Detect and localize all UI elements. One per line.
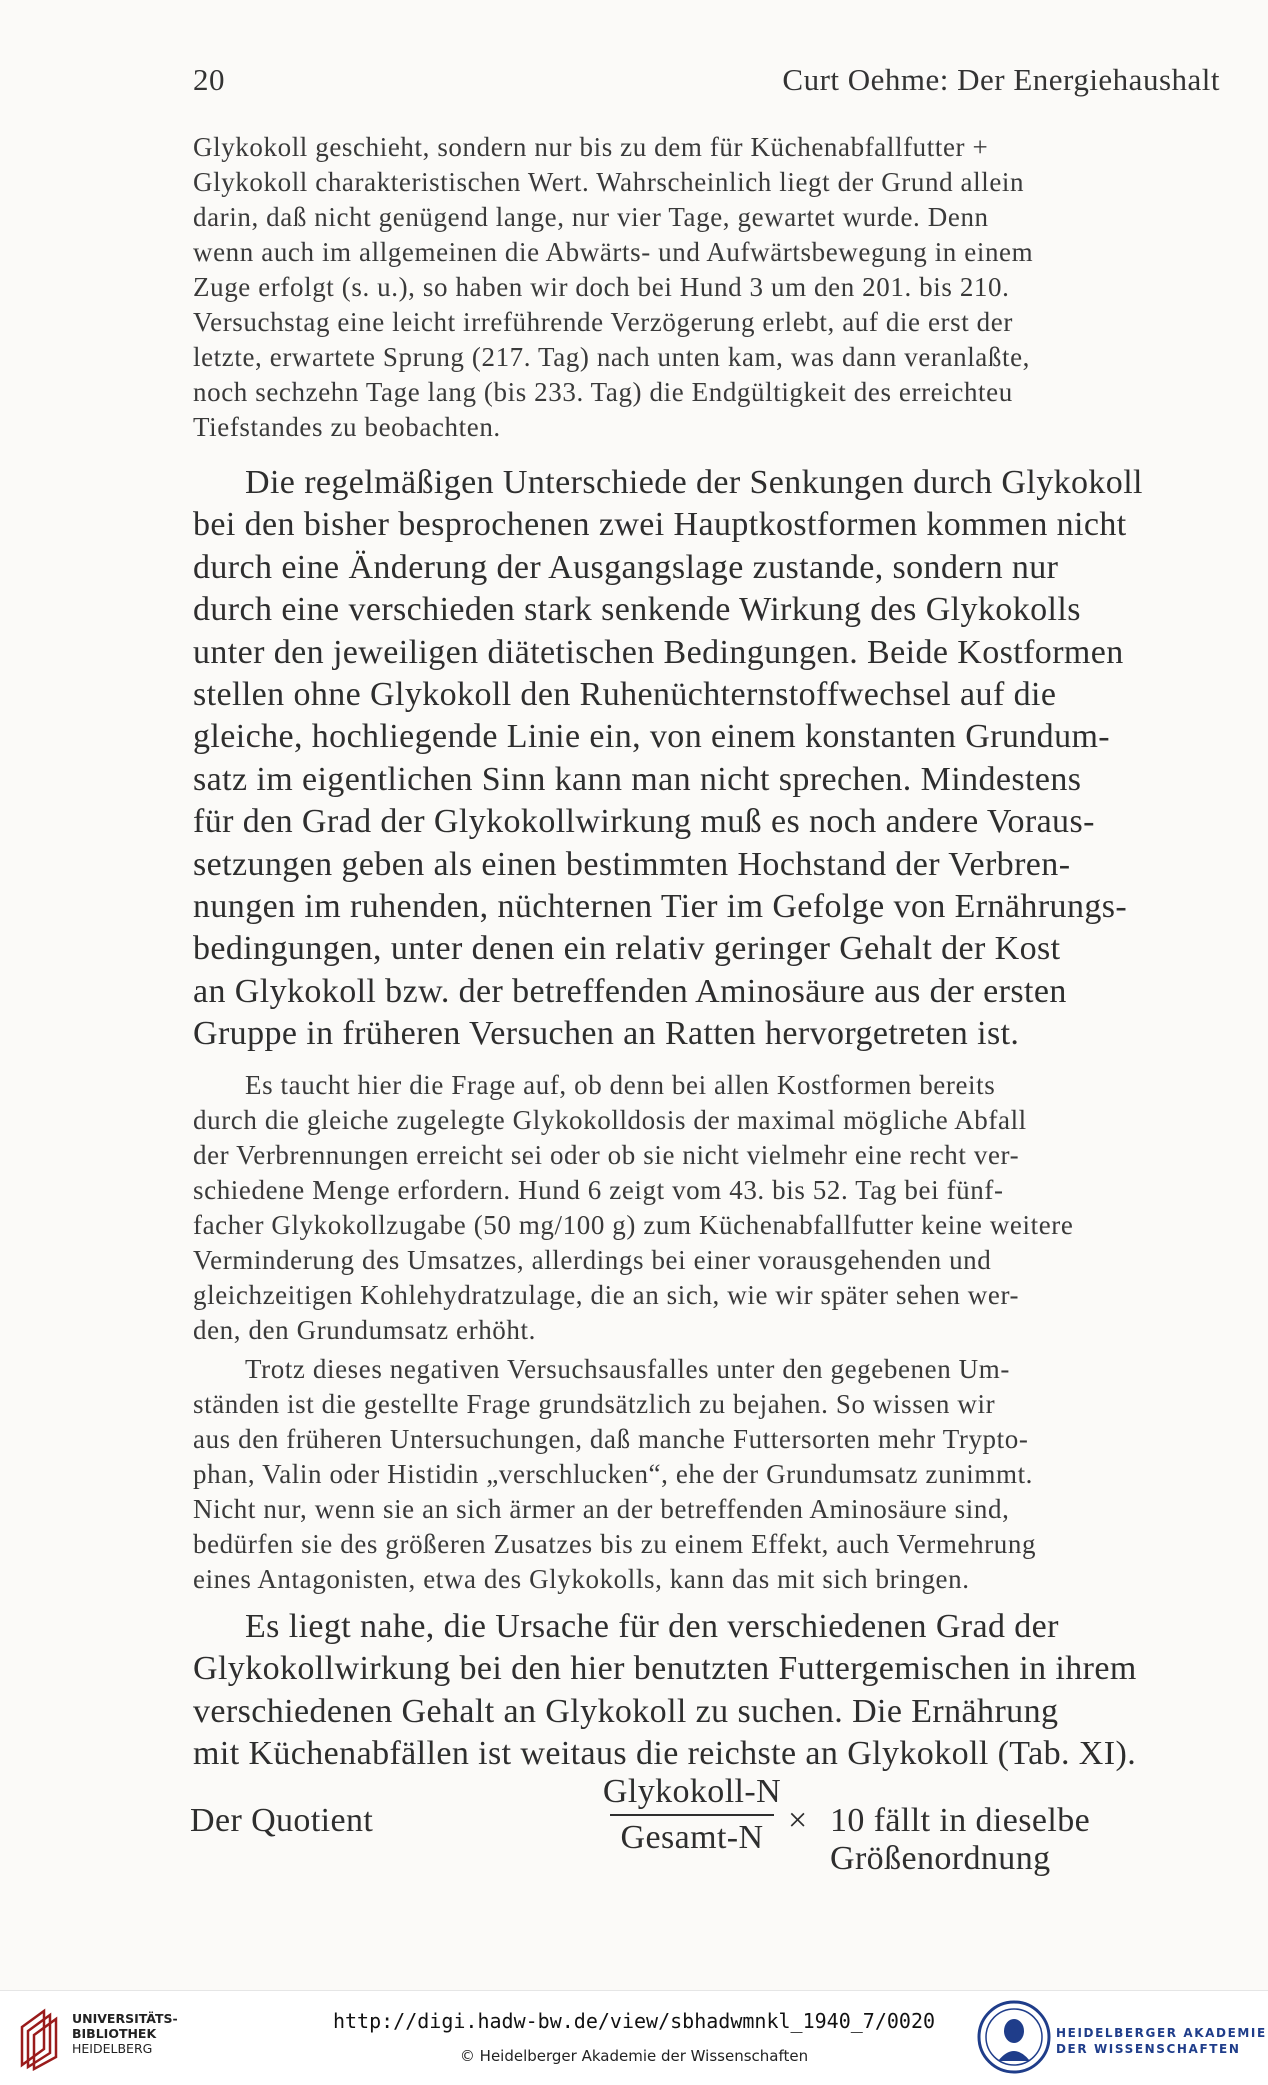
text-line: ständen ist die gestellte Frage grundsätzlich zu bejahen. So wissen wir [193,1389,996,1419]
text-line: durch eine verschieden stark senkende Wirkung des Glykokolls [193,591,1081,629]
formula-lead-text: Der Quotient [190,1802,374,1839]
fraction-numerator: Glykokoll-N [602,1773,782,1810]
viewer-footer [0,1990,1268,2085]
text-line: stellen ohne Glykokoll den Ruhenüchternstoffwechsel auf die [193,676,1057,714]
text-line: schiedene Menge erfordern. Hund 6 zeigt vom 43. bis 52. Tag bei fünf- [193,1175,1004,1205]
page-number: 20 [193,62,225,97]
text-line: unter den jeweiligen diätetischen Bedingungen. Beide Kostformen [193,633,1124,671]
text-line: darin, daß nicht genügend lange, nur vier Tage, gewartet wurde. Denn [193,202,989,232]
text-line: noch sechzehn Tage lang (bis 233. Tag) die Endgültigkeit des erreichteu [193,377,1013,407]
text-line: Glykokoll charakteristischen Wert. Wahrscheinlich liegt der Grund allein [193,167,1025,197]
text-line: Tiefstandes zu beobachten. [193,412,501,442]
text-line: durch die gleiche zugelegte Glykokolldosis der maximal mögliche Abfall [193,1105,1027,1135]
permalink-url[interactable]: http://digi.hadw-bw.de/view/sbhadwmnkl_1940_7/0020 [332,2009,936,2033]
text-line: bedürfen sie des größeren Zusatzes bis zu einem Effekt, auch Vermehrung [193,1529,1037,1559]
text-line: Nicht nur, wenn sie an sich ärmer an der betreffenden Aminosäure sind, [193,1494,1010,1524]
paragraph-continuation [193,130,1218,445]
paragraph-small-2 [193,1352,1218,1597]
text-line: facher Glykokollzugabe (50 mg/100 g) zum Küchenabfallfutter keine weitere [193,1210,1074,1240]
text-line: Versuchstag eine leicht irreführende Verzögerung erlebt, auf die erst der [193,307,1013,337]
text-line: verschiedenen Gehalt an Glykokoll zu suchen. Die Ernährung [193,1692,1059,1730]
page-header [193,62,1220,102]
text-line: Glykokollwirkung bei den hier benutzten Futtergemischen in ihrem [193,1650,1137,1688]
text-line: eines Antagonisten, etwa des Glykokolls, kann das mit sich bringen. [193,1564,970,1594]
paragraph-main-2 [193,1606,1218,1776]
text-line: Trotz dieses negativen Versuchsausfalles unter den gegebenen Um- [245,1354,1010,1384]
text-line: den, den Grundumsatz erhöht. [193,1315,536,1345]
text-line: für den Grad der Glykokollwirkung muß es noch andere Voraus- [193,803,1095,841]
fraction [602,1772,782,1858]
text-line: Glykokoll geschieht, sondern nur bis zu dem für Küchenabfallfutter + [193,132,989,162]
text-line: durch eine Änderung der Ausgangslage zustande, sondern nur [193,548,1059,586]
running-title: Curt Oehme: Der Energiehaushalt [782,62,1220,97]
formula-tail-text: 10 fällt in dieselbe Größenordnung [830,1802,1091,1877]
text-line: mit Küchenabfällen ist weitaus die reichste an Glykokoll (Tab. XI). [193,1735,1137,1773]
library-line: HEIDELBERG [72,2041,153,2056]
paragraph-main-1 [193,462,1218,1056]
text-line: Es liegt nahe, die Ursache für den verschiedenen Grad der [245,1608,1059,1645]
text-line: der Verbrennungen erreicht sei oder ob sie nicht vielmehr eine recht ver- [193,1140,1020,1170]
academy-line: HEIDELBERGER AKADEMIE [1056,2026,1267,2040]
text-line: Die regelmäßigen Unterschiede der Senkungen durch Glykokoll [245,464,1143,501]
library-line: UNIVERSITÄTS- [72,2011,178,2026]
text-line: aus den früheren Untersuchungen, daß manche Futtersorten mehr Trypto- [193,1424,1029,1454]
text-line: gleiche, hochliegende Linie ein, von einem konstanten Grundum- [193,718,1111,756]
fraction-bar [610,1814,774,1816]
text-line: Verminderung des Umsatzes, allerdings bei einer vorausgehenden und [193,1245,992,1275]
fraction-denominator: Gesamt-N [620,1819,764,1856]
academy-name [1056,2025,1267,2057]
text-line: gleichzeitigen Kohlehydratzulage, die an sich, wie wir später sehen wer- [193,1280,1020,1310]
academy-line: DER WISSENSCHAFTEN [1056,2042,1241,2056]
text-line: setzungen geben als einen bestimmten Hochstand der Verbren- [193,845,1071,883]
text-line: bei den bisher besprochenen zwei Hauptkostformen kommen nicht [193,506,1127,544]
copyright-notice: © Heidelberger Akademie der Wissenschaften [459,2047,809,2065]
text-line: nungen im ruhenden, nüchternen Tier im Gefolge von Ernährungs- [193,888,1128,926]
text-line: phan, Valin oder Histidin „verschlucken“, ehe der Grundumsatz zunimmt. [193,1459,1034,1489]
text-line: wenn auch im allgemeinen die Abwärts- und Aufwärtsbewegung in einem [193,237,1034,267]
academy-seal-icon [976,1999,1052,2075]
quotient-formula [190,1772,1220,1877]
text-line: letzte, erwartete Sprung (217. Tag) nach unten kam, was dann veranlaßte, [193,342,1031,372]
text-line: an Glykokoll bzw. der betreffenden Aminosäure aus der ersten [193,972,1067,1010]
text-line: satz im eigentlichen Sinn kann man nicht sprechen. Mindestens [193,760,1082,798]
text-line: Zuge erfolgt (s. u.), so haben wir doch bei Hund 3 um den 201. bis 210. [193,272,1010,302]
text-line: Gruppe in früheren Versuchen an Ratten hervorgetreten ist. [193,1015,1020,1053]
text-line: bedingungen, unter denen ein relativ geringer Gehalt der Kost [193,930,1061,968]
paragraph-small-1 [193,1068,1218,1348]
multiplication-sign: × [788,1802,808,1839]
text-line: Es taucht hier die Frage auf, ob denn bei allen Kostformen bereits [245,1070,996,1100]
library-line: BIBLIOTHEK [72,2026,157,2041]
